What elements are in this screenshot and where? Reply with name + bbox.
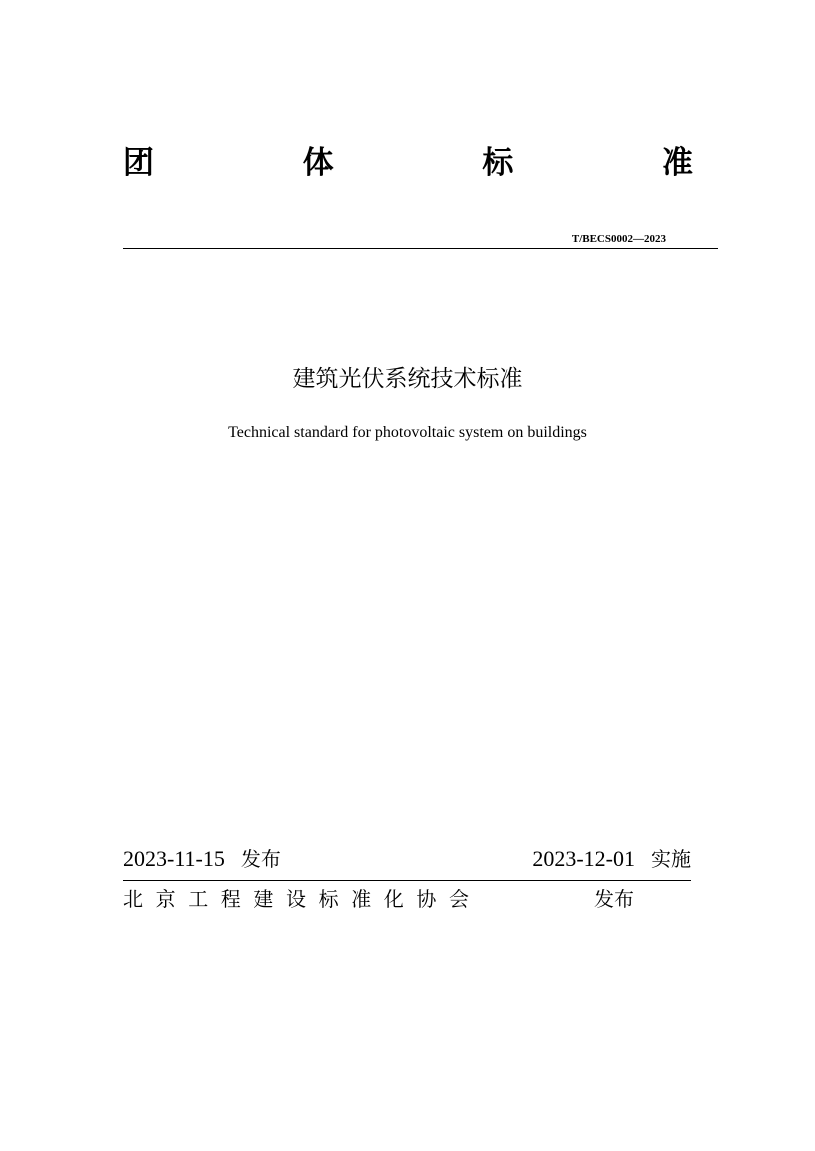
implement-date-group — [532, 843, 691, 875]
publisher-name: 北京工程建设标准化协会 — [123, 887, 482, 911]
publish-label: 发布 — [240, 847, 281, 871]
standard-code: T/BECS0002—2023 — [571, 233, 666, 245]
implement-label: 实施 — [651, 847, 691, 871]
publisher-row — [123, 884, 683, 914]
document-title-english: Technical standard for photovoltaic system on buildings — [228, 424, 587, 441]
standard-type-char: 体 — [302, 145, 334, 181]
footer-divider — [123, 880, 691, 881]
publish-date-group — [123, 843, 281, 875]
standard-type-heading — [123, 138, 693, 188]
document-title-chinese: 建筑光伏系统技术标准 — [292, 366, 523, 392]
standard-type-char: 标 — [482, 145, 514, 181]
publisher-label: 发布 — [594, 887, 634, 911]
publish-date: 2023-11-15 — [123, 846, 225, 871]
date-row — [123, 843, 691, 875]
header-divider — [123, 248, 718, 249]
standard-type-char: 团 — [123, 145, 154, 181]
standard-type-char: 准 — [661, 145, 693, 181]
implement-date: 2023-12-01 — [532, 846, 635, 871]
